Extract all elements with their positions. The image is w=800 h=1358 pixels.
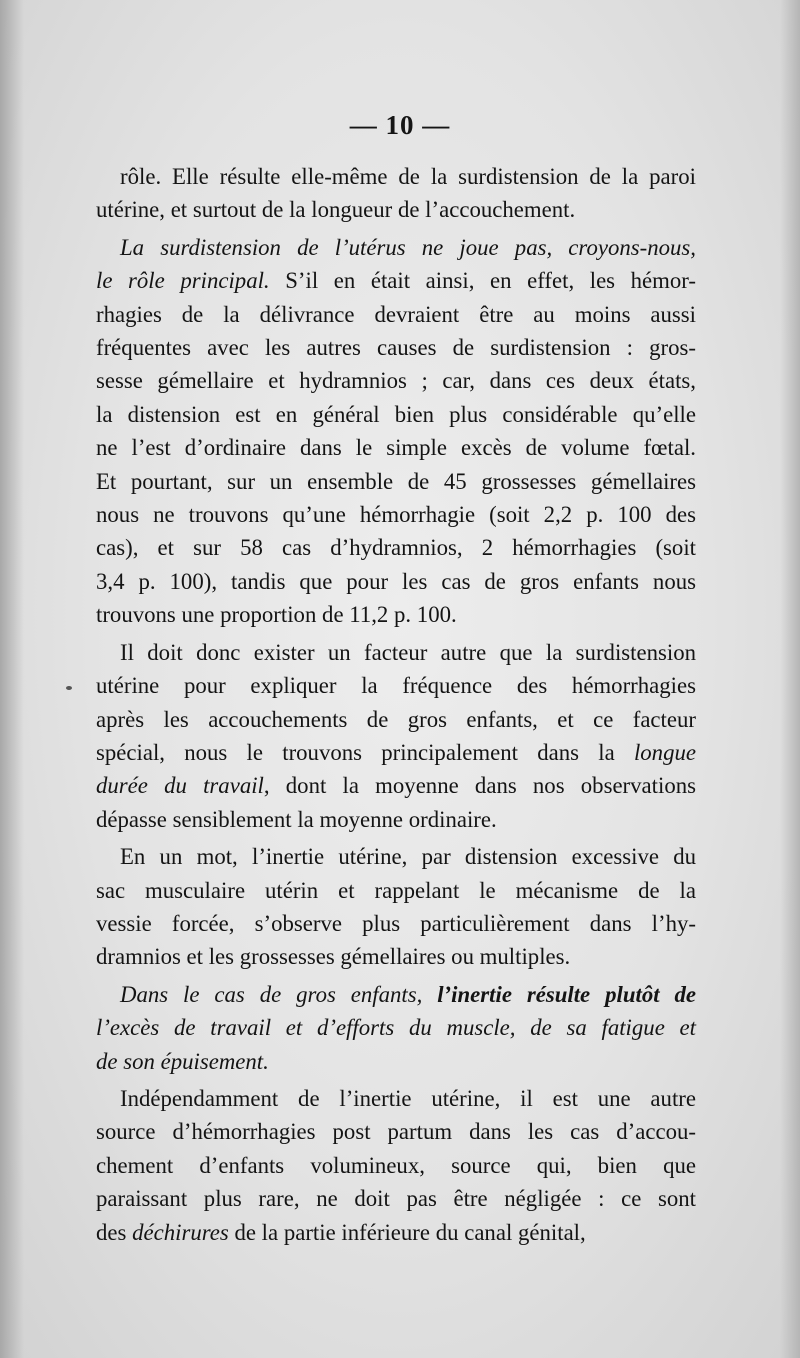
text-segment: durée du travail	[96, 773, 264, 799]
text-segment: source d’hémorrhagies post partum dans les cas d’accou-	[96, 1119, 696, 1145]
text-line	[96, 1011, 696, 1044]
text-segment: , dont la moyenne dans nos observations	[263, 773, 697, 799]
text-line	[96, 736, 696, 769]
text-segment: S’il en était ainsi, en effet, les hémor-	[269, 268, 697, 294]
text-segment: l’excès de travail et d’efforts du muscle, de sa fatigue et	[96, 1015, 696, 1041]
text-line	[96, 803, 696, 836]
paragraph	[96, 1082, 696, 1249]
text-line	[96, 1115, 696, 1148]
text-line	[96, 431, 696, 464]
text-segment: l’inertie résulte plutôt de	[437, 981, 696, 1007]
text-segment: Dans le cas de gros enfants,	[120, 981, 438, 1007]
text-line	[96, 531, 696, 564]
text-segment: rhagies de la délivrance devraient être au moins aussi	[96, 301, 696, 327]
body-text	[96, 160, 696, 1253]
text-line	[96, 940, 696, 973]
text-segment: utérine, et surtout de la longueur de l’accouchement.	[96, 197, 576, 223]
text-segment: chement d’enfants volumineux, source qui, bien que	[96, 1152, 696, 1178]
text-line	[96, 331, 696, 364]
text-line	[96, 565, 696, 598]
text-line	[96, 398, 696, 431]
text-segment: paraissant plus rare, ne doit pas être négligée : ce sont	[96, 1186, 696, 1212]
text-line	[96, 669, 696, 702]
text-line	[96, 160, 696, 193]
text-segment: cas), et sur 58 cas d’hydramnios, 2 hémorrhagies (soit	[96, 535, 696, 561]
text-segment: spécial, nous le trouvons principalement dans la	[96, 739, 634, 765]
paragraph	[96, 636, 696, 836]
text-line	[96, 636, 696, 669]
paragraph	[96, 160, 696, 227]
text-segment: rôle. Elle résulte elle-même de la surdistension de la paroi	[120, 164, 696, 189]
text-line	[96, 498, 696, 531]
text-segment: dépasse sensiblement la moyenne ordinaire.	[96, 806, 497, 832]
ink-smudge	[66, 686, 72, 690]
text-line	[96, 1216, 696, 1249]
text-segment: nous ne trouvons qu’une hémorrhagie (soit 2,2 p. 100 des	[96, 502, 696, 528]
text-line	[96, 1045, 696, 1078]
paragraph	[96, 978, 696, 1078]
text-segment: utérine pour expliquer la fréquence des hémorrhagies	[96, 673, 696, 699]
text-segment: 3,4 p. 100), tandis que pour les cas de gros enfants nous	[96, 568, 696, 594]
text-segment: sac musculaire utérin et rappelant le mécanisme de la	[96, 877, 696, 903]
text-segment: La surdistension de l’utérus ne joue pas, croyons-nous,	[120, 234, 696, 260]
text-line	[96, 598, 696, 631]
text-segment: après les accouchements de gros enfants, et ce facteur	[96, 706, 696, 732]
text-line	[96, 1182, 696, 1215]
text-line	[96, 874, 696, 907]
text-line	[96, 1082, 696, 1115]
text-line	[96, 1149, 696, 1182]
text-segment: de la partie inférieure du canal génital,	[228, 1219, 586, 1245]
paragraph	[96, 840, 696, 974]
text-segment: ne l’est d’ordinaire dans le simple excès de volume fœtal.	[96, 435, 696, 461]
text-segment: Il doit donc exister un facteur autre que la surdistension	[120, 639, 696, 665]
text-segment: En un mot, l’inertie utérine, par distension excessive du	[120, 844, 696, 870]
text-segment: dramnios et les grossesses gémellaires ou multiples.	[96, 944, 571, 970]
text-segment: vessie forcée, s’observe plus particulièrement dans l’hy-	[96, 910, 696, 936]
text-segment: déchirures	[132, 1219, 229, 1245]
text-segment: des	[96, 1219, 133, 1245]
text-segment: Indépendamment de l’inertie utérine, il est une autre	[120, 1085, 696, 1111]
text-line	[96, 193, 696, 226]
text-segment: Et pourtant, sur un ensemble de 45 grossesses gémellaires	[96, 468, 696, 494]
paragraph	[96, 231, 696, 632]
text-segment: la distension est en général bien plus considérable qu’elle	[96, 401, 696, 427]
text-line	[96, 978, 696, 1011]
text-segment: fréquentes avec les autres causes de surdistension : gros-	[96, 335, 696, 361]
text-segment: le rôle principal.	[96, 268, 270, 294]
text-line	[96, 769, 696, 802]
text-segment: trouvons une proportion de 11,2 p. 100.	[96, 602, 457, 628]
text-segment: de son épuisement.	[96, 1048, 269, 1074]
text-segment: sesse gémellaire et hydramnios ; car, dans ces deux états,	[96, 368, 696, 394]
text-line	[96, 465, 696, 498]
text-line	[96, 840, 696, 873]
text-line	[96, 907, 696, 940]
text-line	[96, 364, 696, 397]
text-line	[96, 231, 696, 264]
text-segment: longue	[633, 739, 696, 765]
text-line	[96, 298, 696, 331]
text-line	[96, 703, 696, 736]
page-number: — 10 —	[349, 110, 451, 140]
text-line	[96, 264, 696, 297]
